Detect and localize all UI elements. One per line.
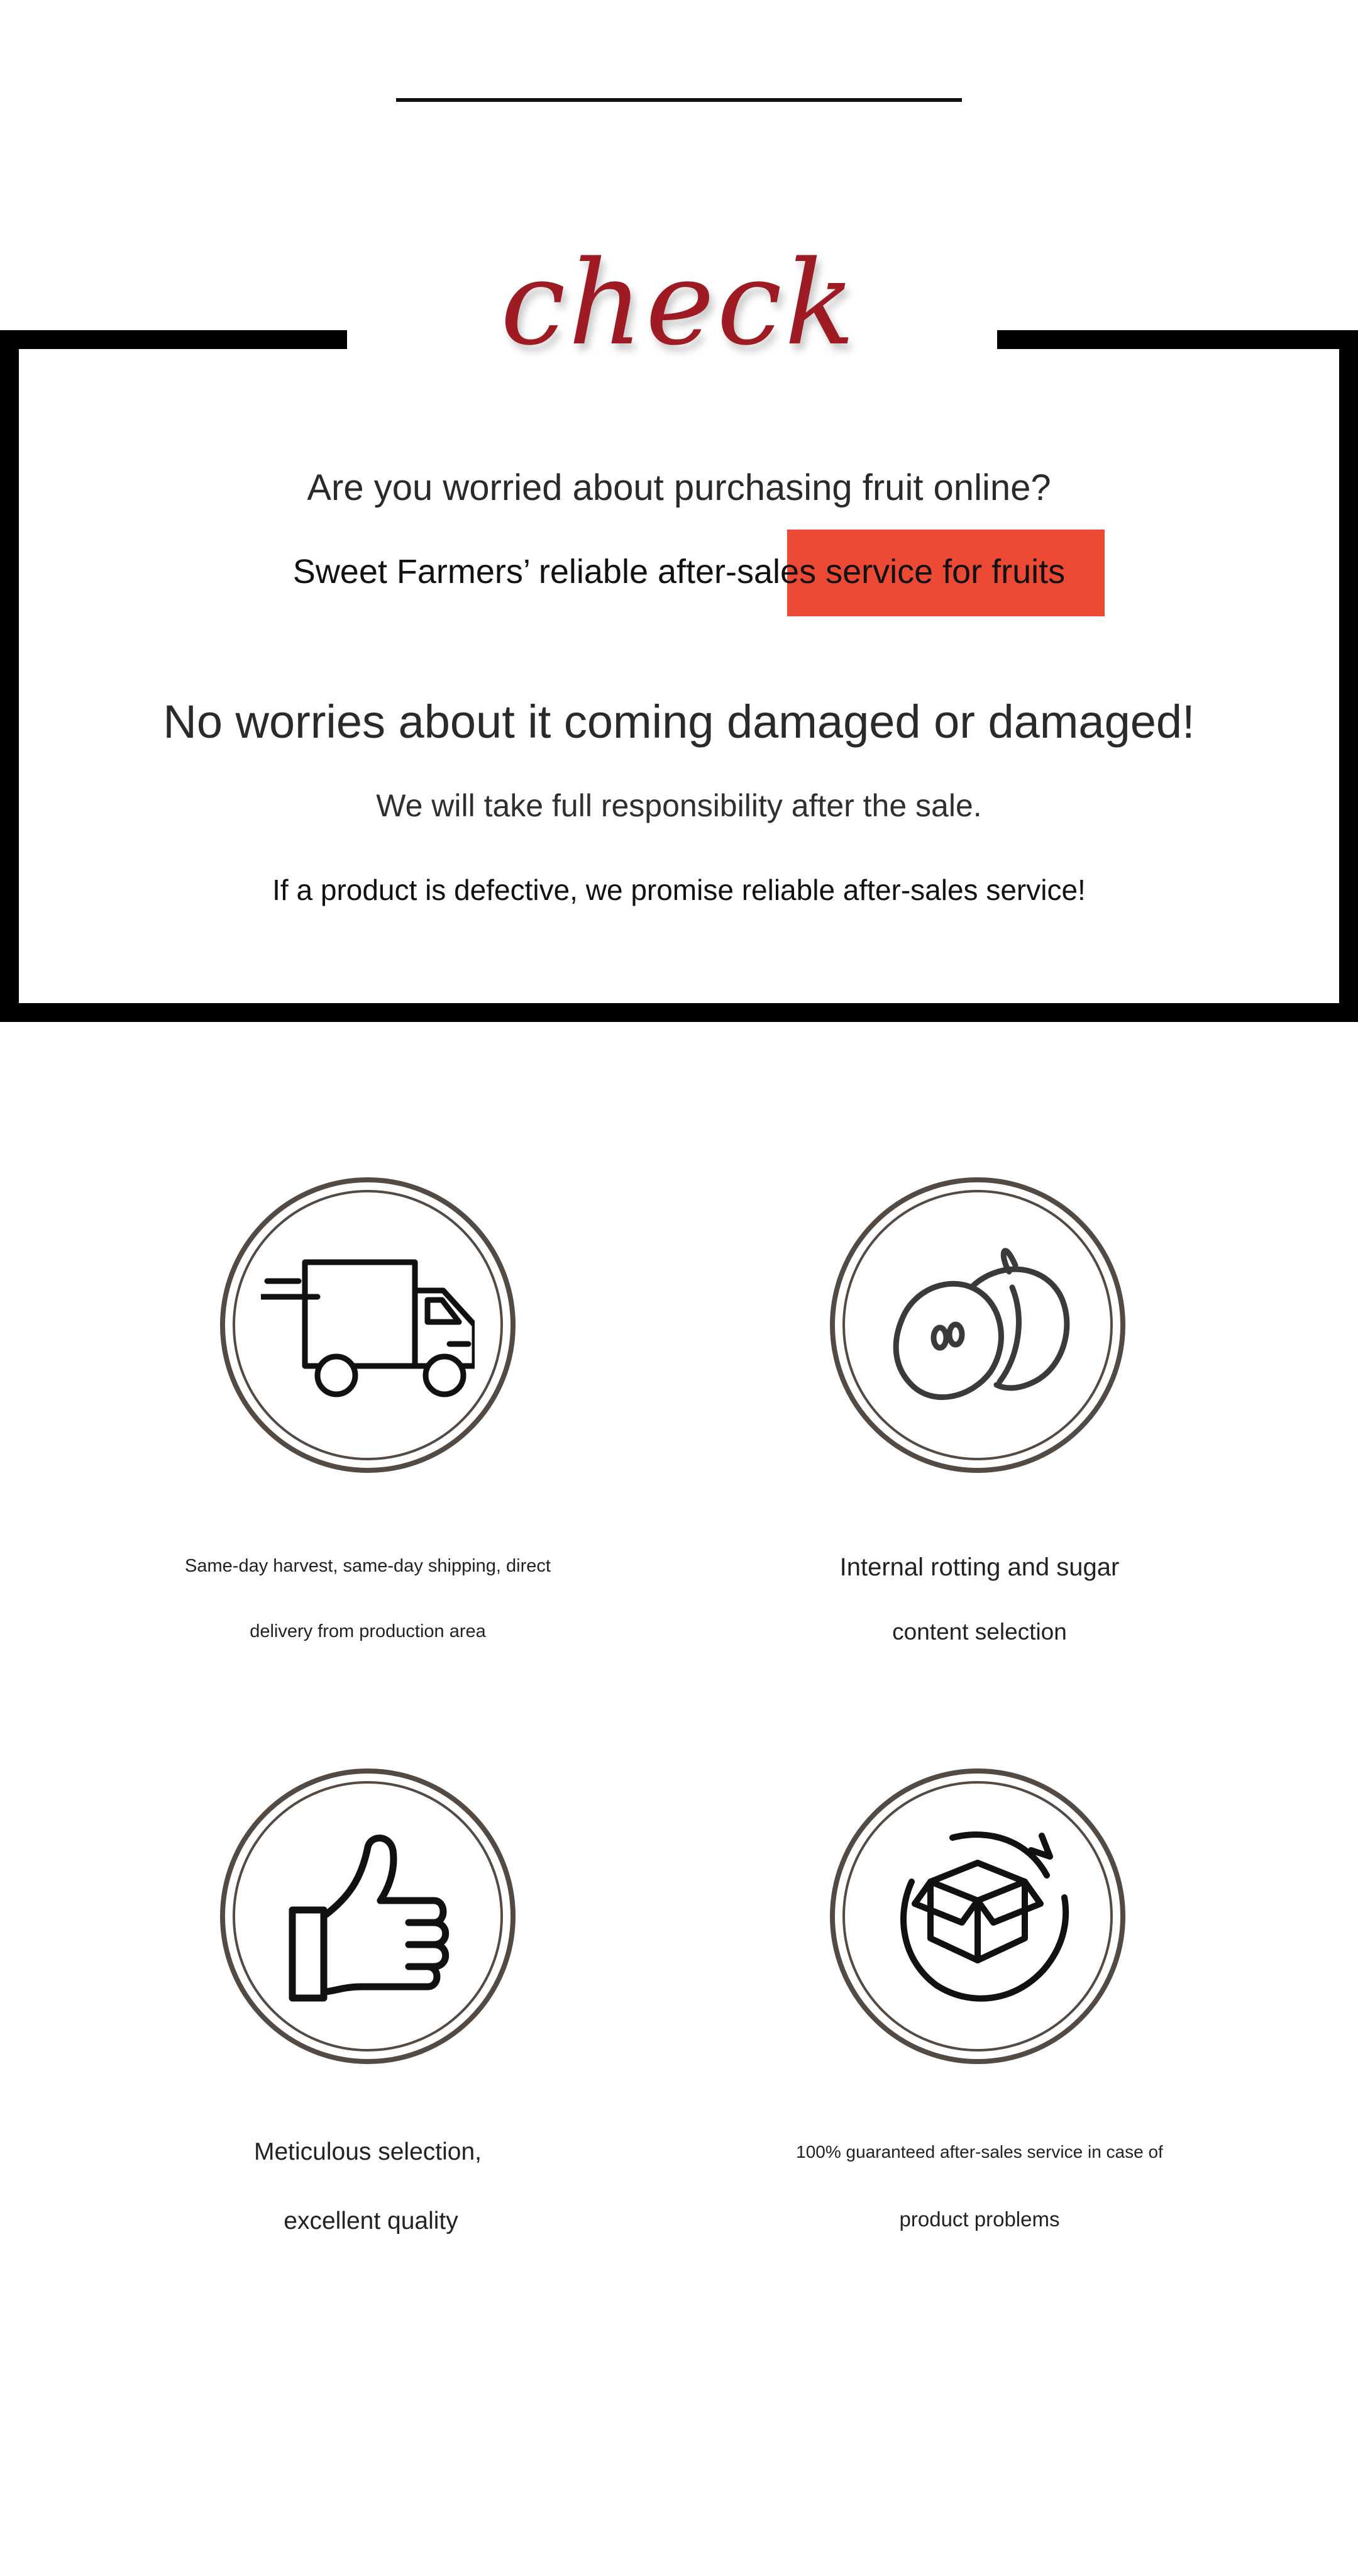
apple-icon (877, 1231, 1078, 1419)
feature-caption-selection-line1: Internal rotting and sugar (839, 1553, 1120, 1581)
main-promise: No worries about it coming damaged or damaged! (163, 696, 1195, 748)
feature-caption-selection-line2: content selection (892, 1619, 1067, 1645)
feature-badge-quality (220, 1768, 516, 2064)
feature-badge-delivery (220, 1177, 516, 1473)
check-logo: check (500, 235, 858, 371)
frame-bottom-border (0, 1003, 1358, 1022)
frame-left-border (0, 330, 19, 1022)
feature-caption-after-sales-line1: 100% guaranteed after-sales service in case of (796, 2142, 1163, 2162)
feature-caption-delivery-line2: delivery from production area (250, 1621, 486, 1641)
top-divider-line (396, 98, 962, 102)
box-return-icon (877, 1816, 1078, 2017)
responsibility-line: We will take full responsibility after the sale. (376, 788, 982, 823)
feature-caption-quality-line1: Meticulous selection, (253, 2138, 482, 2165)
feature-caption-after-sales-line2: product problems (899, 2207, 1060, 2231)
service-line (0, 552, 1358, 591)
headline-question: Are you worried about purchasing fruit online? (307, 467, 1051, 508)
delivery-truck-icon (261, 1243, 475, 1407)
thumbs-up-icon (273, 1822, 462, 2011)
feature-caption-quality-line2: excellent quality (284, 2207, 458, 2235)
defect-line: If a product is defective, we promise reliable after-sales service! (272, 874, 1086, 906)
feature-caption-delivery-line1: Same-day harvest, same-day shipping, direct (185, 1556, 551, 1576)
feature-badge-after-sales (830, 1768, 1125, 2064)
service-line-text: Sweet Farmers’ reliable after-sales (292, 553, 817, 591)
frame-right-border (1339, 330, 1358, 1022)
service-line-highlighted-text: service for fruits (825, 553, 1066, 591)
feature-badge-selection (830, 1177, 1125, 1473)
